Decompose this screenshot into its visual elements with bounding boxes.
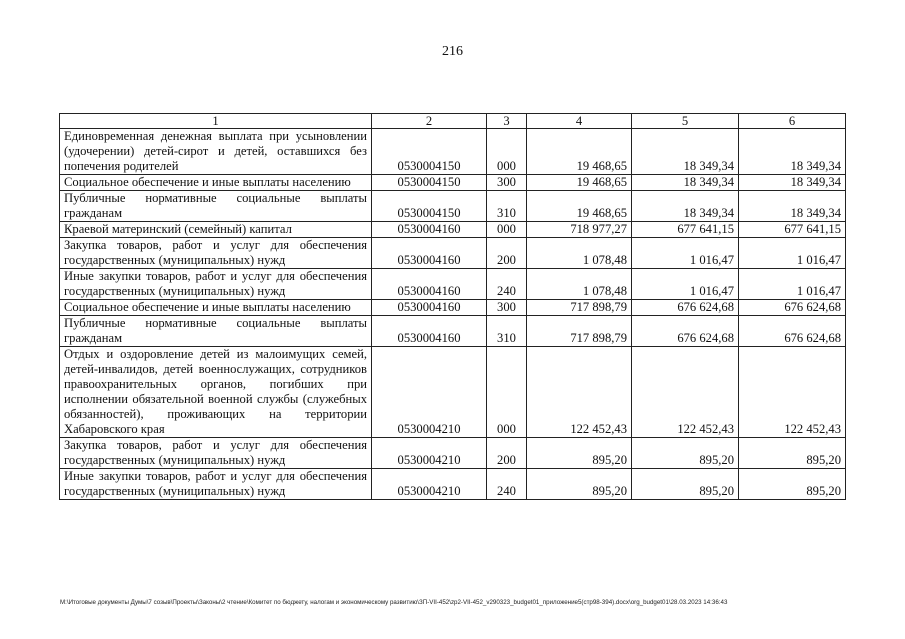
value-cell: 676 624,68	[632, 300, 739, 316]
type-cell: 310	[487, 191, 527, 222]
code-cell: 0530004150	[372, 191, 487, 222]
type-cell: 240	[487, 469, 527, 500]
name-cell: Закупка товаров, работ и услуг для обеспечения государственных (муниципальных) нужд	[60, 438, 372, 469]
value-cell: 895,20	[527, 438, 632, 469]
code-cell: 0530004150	[372, 175, 487, 191]
type-cell: 000	[487, 347, 527, 438]
value-cell: 18 349,34	[632, 191, 739, 222]
type-cell: 240	[487, 269, 527, 300]
value-cell: 895,20	[632, 438, 739, 469]
name-cell: Иные закупки товаров, работ и услуг для обеспечения государственных (муниципальных) нужд	[60, 469, 372, 500]
value-cell: 1 016,47	[739, 238, 846, 269]
type-cell: 300	[487, 300, 527, 316]
table-row	[60, 191, 846, 222]
value-cell: 677 641,15	[739, 222, 846, 238]
code-cell: 0530004150	[372, 129, 487, 175]
type-cell: 310	[487, 316, 527, 347]
value-cell: 1 078,48	[527, 269, 632, 300]
name-cell: Отдых и оздоровление детей из малоимущих семей, детей-инвалидов, детей военнослужащих, сотрудников правоохранительных органов, погибших при исполнении обязательной военной службы (служебных обязанностей), проживающих на территории Хабаровского края	[60, 347, 372, 438]
code-cell: 0530004210	[372, 347, 487, 438]
table-row	[60, 300, 846, 316]
value-cell: 19 468,65	[527, 191, 632, 222]
value-cell: 895,20	[632, 469, 739, 500]
value-cell: 676 624,68	[632, 316, 739, 347]
value-cell: 18 349,34	[739, 191, 846, 222]
value-cell: 1 016,47	[632, 269, 739, 300]
table-row	[60, 469, 846, 500]
table-header-row	[60, 114, 846, 129]
value-cell: 677 641,15	[632, 222, 739, 238]
header-cell: 3	[487, 114, 527, 129]
table-row	[60, 269, 846, 300]
value-cell: 676 624,68	[739, 300, 846, 316]
type-cell: 000	[487, 222, 527, 238]
value-cell: 676 624,68	[739, 316, 846, 347]
table-row	[60, 347, 846, 438]
code-cell: 0530004160	[372, 269, 487, 300]
value-cell: 18 349,34	[739, 175, 846, 191]
code-cell: 0530004210	[372, 469, 487, 500]
value-cell: 718 977,27	[527, 222, 632, 238]
header-cell: 4	[527, 114, 632, 129]
file-path-footer: M:\Итоговые документы Думы\7 созыв\Проекты\Законы\2 чтение\Комитет по бюджету, налогам и экономическому развитию\ЗП-VII-452\zp2-VII-452_v290323_budget01_приложение5(стр98-394).docx\org_budget01\28.03.2023 14:36:43	[60, 599, 728, 606]
value-cell: 19 468,65	[527, 175, 632, 191]
page-number: 216	[442, 44, 463, 59]
value-cell: 122 452,43	[632, 347, 739, 438]
name-cell: Краевой материнский (семейный) капитал	[60, 222, 372, 238]
code-cell: 0530004210	[372, 438, 487, 469]
value-cell: 18 349,34	[632, 175, 739, 191]
value-cell: 18 349,34	[632, 129, 739, 175]
name-cell: Закупка товаров, работ и услуг для обеспечения государственных (муниципальных) нужд	[60, 238, 372, 269]
name-cell: Социальное обеспечение и иные выплаты населению	[60, 300, 372, 316]
type-cell: 000	[487, 129, 527, 175]
header-cell: 1	[60, 114, 372, 129]
name-cell: Иные закупки товаров, работ и услуг для обеспечения государственных (муниципальных) нужд	[60, 269, 372, 300]
value-cell: 1 016,47	[632, 238, 739, 269]
type-cell: 200	[487, 238, 527, 269]
table-row	[60, 238, 846, 269]
value-cell: 717 898,79	[527, 316, 632, 347]
table-row	[60, 316, 846, 347]
value-cell: 1 016,47	[739, 269, 846, 300]
header-cell: 2	[372, 114, 487, 129]
value-cell: 122 452,43	[527, 347, 632, 438]
type-cell: 200	[487, 438, 527, 469]
table-row	[60, 129, 846, 175]
header-cell: 5	[632, 114, 739, 129]
table-row	[60, 438, 846, 469]
name-cell: Единовременная денежная выплата при усыновлении (удочерении) детей-сирот и детей, оставшихся без попечения родителей	[60, 129, 372, 175]
code-cell: 0530004160	[372, 222, 487, 238]
value-cell: 895,20	[739, 469, 846, 500]
name-cell: Публичные нормативные социальные выплаты гражданам	[60, 316, 372, 347]
name-cell: Публичные нормативные социальные выплаты гражданам	[60, 191, 372, 222]
type-cell: 300	[487, 175, 527, 191]
budget-table	[59, 113, 846, 500]
value-cell: 895,20	[739, 438, 846, 469]
table-row	[60, 175, 846, 191]
value-cell: 1 078,48	[527, 238, 632, 269]
header-cell: 6	[739, 114, 846, 129]
value-cell: 18 349,34	[739, 129, 846, 175]
code-cell: 0530004160	[372, 300, 487, 316]
value-cell: 122 452,43	[739, 347, 846, 438]
budget-table-body	[60, 114, 846, 500]
value-cell: 895,20	[527, 469, 632, 500]
name-cell: Социальное обеспечение и иные выплаты населению	[60, 175, 372, 191]
table-row	[60, 222, 846, 238]
value-cell: 19 468,65	[527, 129, 632, 175]
value-cell: 717 898,79	[527, 300, 632, 316]
code-cell: 0530004160	[372, 316, 487, 347]
code-cell: 0530004160	[372, 238, 487, 269]
